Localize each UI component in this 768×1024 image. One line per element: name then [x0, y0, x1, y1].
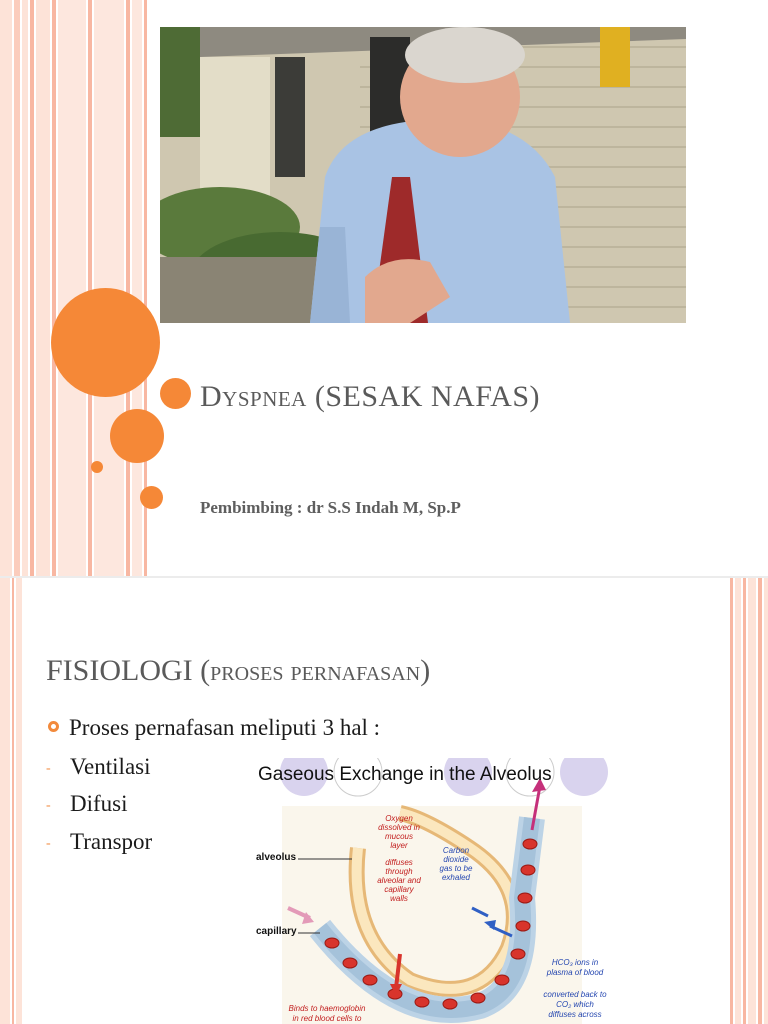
co2-note: Carbon dioxide gas to be exhaled [439, 846, 473, 882]
decorative-stripes [0, 0, 150, 577]
slide-subtitle: Pembimbing : dr S.S Indah M, Sp.P [200, 498, 461, 517]
title-close: ) [420, 654, 431, 687]
slide-title [46, 654, 430, 688]
title-small-caps: proses pernafasan [210, 656, 421, 687]
sub-item-ventilasi [46, 754, 151, 780]
sub-item-transpor [46, 829, 152, 855]
dash-bullet: - [46, 760, 51, 776]
alveolus-label: alveolus [256, 852, 297, 863]
sub-item-label: Difusi [70, 791, 128, 816]
circle-bullet-icon [48, 721, 59, 732]
slide-title [200, 380, 540, 414]
photo-illustration [160, 27, 686, 323]
man-holding-chest-photo [160, 27, 686, 323]
tiny-circle-decoration [91, 461, 103, 473]
alveolus-diagram [240, 758, 630, 1024]
dash-bullet: - [46, 797, 51, 813]
title-main: FISIOLOGI ( [46, 654, 211, 687]
sub-item-difusi [46, 791, 128, 817]
medium-circle-decoration [110, 409, 164, 463]
right-stripes [730, 578, 768, 1024]
oxygen-note: Oxygen dissolved in mucous layer [378, 814, 420, 850]
title-paren: (SESAK NAFAS) [314, 380, 541, 413]
dash-bullet: - [46, 835, 51, 851]
sub-item-label: Transpor [70, 829, 153, 854]
binds-note: Binds to haemoglobin in red blood cells to [288, 1004, 366, 1023]
left-stripes [0, 578, 30, 1024]
large-circle-decoration [51, 288, 160, 397]
diagram-title: Gaseous Exchange in the Alveolus [258, 764, 552, 785]
converted-note: converted back to CO₂ which diffuses across [543, 990, 607, 1019]
capillary-label: capillary [256, 926, 297, 937]
hco3-note: HCO₃ ions in plasma of blood [546, 958, 604, 977]
small-circle-decoration-2 [140, 486, 163, 509]
bullet-item [48, 715, 380, 741]
bullet-text: Proses pernafasan meliputi 3 hal : [69, 715, 381, 740]
title-main: Dyspnea [200, 380, 307, 413]
diffuses-note: diffuses through alveolar and capillary walls [377, 858, 421, 903]
alveolus-diagram-art [240, 758, 630, 1024]
sub-item-label: Ventilasi [70, 754, 151, 779]
content-slide [0, 578, 768, 1024]
small-circle-decoration [160, 378, 191, 409]
